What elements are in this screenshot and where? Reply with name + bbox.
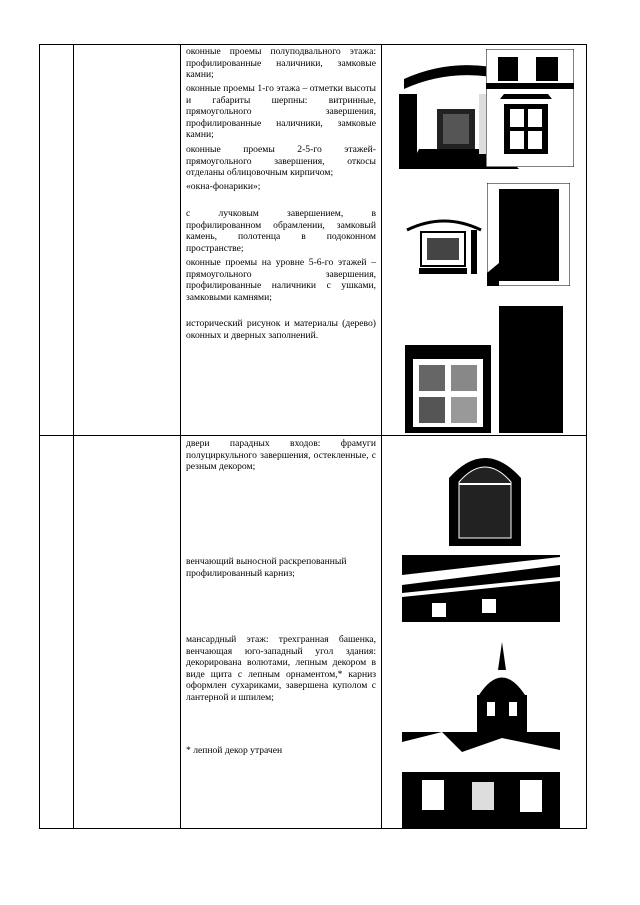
description-paragraph: с лучковым завершением, в профилированном обрамлении, замковый камень, полотенца в подоконном пространстве;	[186, 208, 376, 254]
description-paragraph: «окна-фонарики»;	[186, 181, 261, 192]
row-divider	[39, 435, 587, 436]
window-arched-photo	[405, 210, 483, 280]
window-tall-dark-photo	[487, 183, 570, 286]
description-paragraph: венчающий выносной раскрепованный профилированный карниз;	[186, 556, 347, 579]
table-border-bottom	[39, 828, 587, 829]
description-paragraph: * лепной декор утрачен	[186, 745, 283, 756]
description-paragraph: двери парадных входов: фрамуги полуциркульного завершения, остекленные, с резным декором;	[186, 438, 376, 472]
heritage-table	[39, 44, 587, 829]
table-border-right	[586, 44, 587, 829]
description-paragraph: исторический рисунок и материалы (дерево) оконных и дверных заполнений.	[186, 318, 376, 341]
corner-tower-photo	[457, 640, 547, 732]
description-paragraph: оконные проемы на уровне 5-6-го этажей – прямоугольного завершения, профилированные наличники с ушками, замковыми камнями;	[186, 257, 376, 303]
entrance-door-photo	[443, 438, 527, 546]
description-paragraph: оконные проемы 1-го этажа – отметки высоты и габариты шерпны: витринные, прямоугольного завершения, профилированные наличники, замковые камни;	[186, 83, 376, 140]
window-dark-frame-photo	[491, 306, 563, 433]
window-first-floor-photo	[486, 49, 574, 167]
column-divider	[73, 44, 74, 829]
column-divider	[180, 44, 181, 829]
cornice-photo	[402, 555, 560, 622]
description-paragraph: оконные проемы полуподвального этажа: профилированные наличники, замковые камни;	[186, 46, 376, 80]
description-paragraph: оконные проемы 2-5-го этажей-прямоугольного завершения, откосы отделаны облицовочным кирпичом;	[186, 144, 376, 178]
column-divider	[381, 44, 382, 829]
table-border-left	[39, 44, 40, 829]
table-border-top	[39, 44, 587, 45]
description-paragraph: мансардный этаж: трехгранная башенка, венчающая юго-западный угол здания: декорирована волютами, лепным декором в виде щита с лепным орнаментом,* карниз оформлен сухариками, завершена куполом с лантерной и шпилем;	[186, 634, 376, 703]
window-storefront-photo	[405, 345, 492, 433]
facade-lost-decor-photo	[402, 732, 560, 828]
